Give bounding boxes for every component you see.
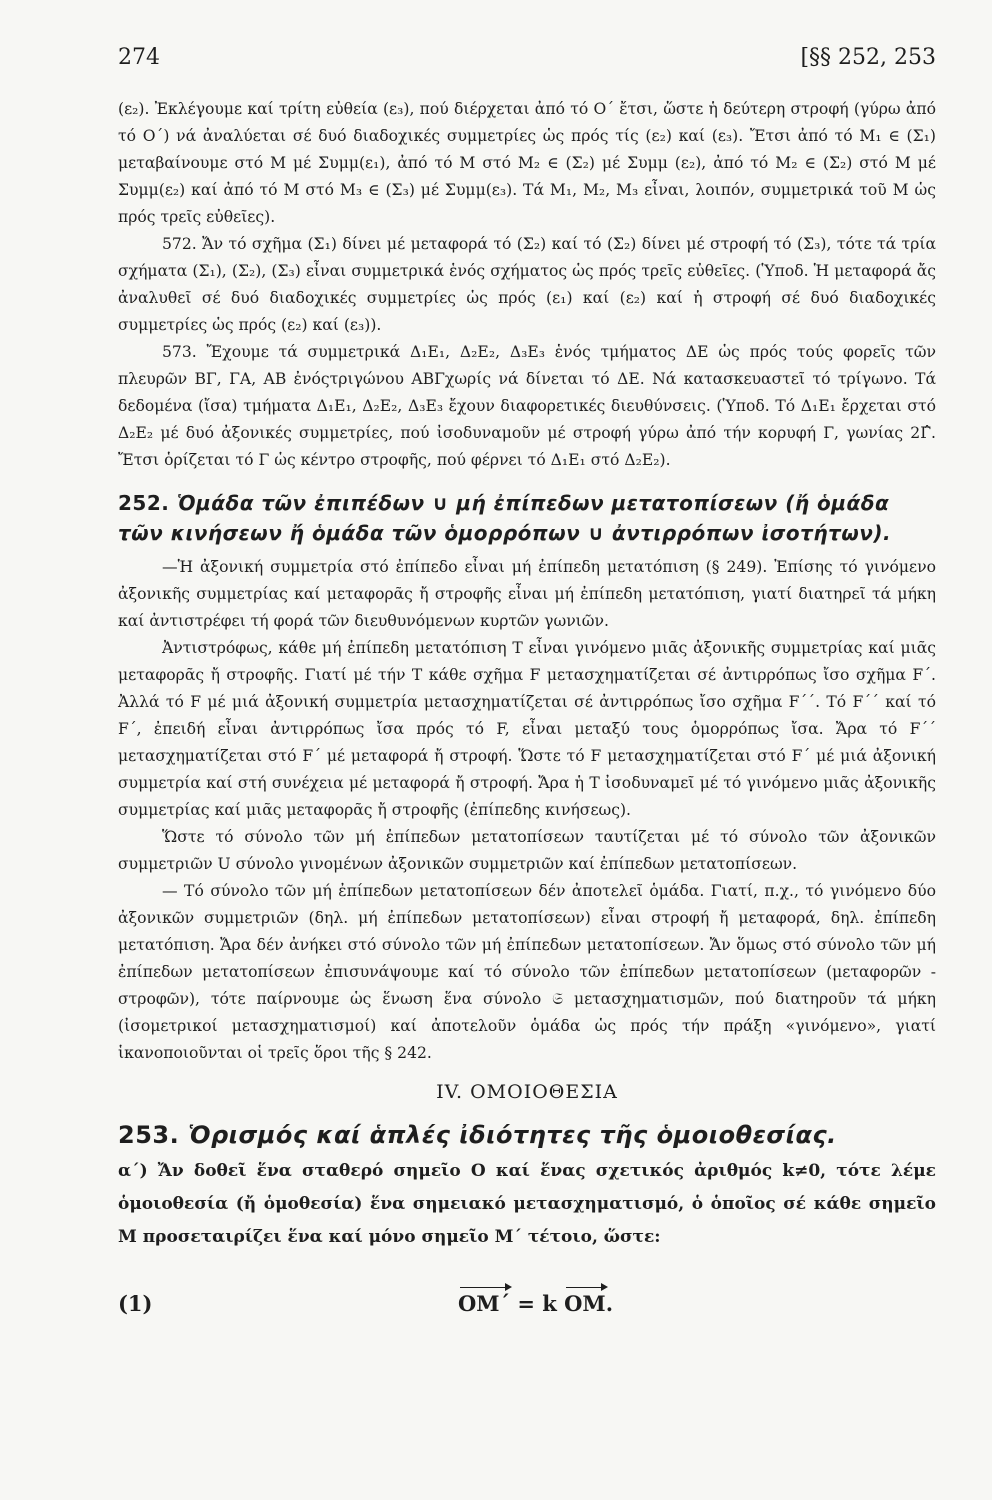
exercise-572: 572. Ἄν τό σχῆμα (Σ₁) δίνει μέ μεταφορά τό (Σ₂) καί τό (Σ₂) δίνει μέ στροφή τό (Σ₃), τότε τά τρία σχήματα (Σ₁), (Σ₂), (Σ₃) εἶναι συμμετρικά ἑνός σχήματος ὡς πρός τρεῖς εὐθεῖες. (Ὑποδ. Ἡ μεταφορά ἄς ἀναλυθεῖ σέ δυό διαδοχικές συμμετρίες ὡς πρός (ε₁) καί (ε₂) καί ἡ στροφή σέ δυό διαδοχικές συμμετρίες ὡς πρός (ε₂) καί (ε₃)).: [118, 235, 936, 334]
section-252-heading: [118, 488, 936, 548]
section-253-heading: [118, 1115, 936, 1155]
section-252-paragraph-2: Ἀντιστρόφως, κάθε μή ἐπίπεδη μετατόπιση Τ εἶναι γινόμενο μιᾶς ἀξονικῆς συμμετρίας καί μιᾶς μεταφορᾶς ἤ στροφῆς. Γιατί μέ τήν Τ κάθε σχῆμα F μετασχηματίζεται σέ ἀντιρρόπως ἴσο σχῆμα F΄. Ἀλλά τό F μέ μιά ἀξονική συμμετρία μετασχηματίζεται σέ ἀντιρρόπως ἴσο σχῆμα F΄΄. Τό F΄΄ καί τό F΄, ἐπειδή εἶναι ἀντιρρόπως ἴσα πρός τό F, εἶναι μεταξύ τους ὁμορρόπως ἴσα. Ἄρα τό F΄΄ μετασχηματίζεται στό F΄ μέ μεταφορά ἤ στροφή. Ὥστε τό F μετασχηματίζεται στό F΄ μέ μιά ἀξονική συμμετρία καί στή συνέχεια μέ μεταφορά ἤ στροφή. Ἄρα ἡ Τ ἰσοδυναμεῖ μέ τό γινόμενο μιᾶς ἀξονικῆς συμμετρίας καί μιᾶς μεταφορᾶς ἤ στροφῆς (ἐπίπεδης κινήσεως).: [118, 639, 936, 819]
formula-expression: [458, 1284, 613, 1324]
page-number: 274: [118, 45, 160, 70]
vector-om: ΟΜ: [564, 1284, 606, 1324]
formula-label: (1): [118, 1291, 153, 1316]
section-252-title: Ὁμάδα τῶν ἐπιπέδων ∪ μή ἐπίπεδων μετατοπίσεων (ἤ ὁμάδα τῶν κινήσεων ἤ ὁμάδα τῶν ὁμορρόπων ∪ ἀντιρρόπων ἰσοτήτων).: [118, 491, 892, 545]
section-reference: [§§ 252, 253: [800, 45, 936, 70]
section-252-paragraph-3: Ὥστε τό σύνολο τῶν μή ἐπίπεδων μετατοπίσεων ταυτίζεται μέ τό σύνολο τῶν ἀξονικῶν συμμετριῶν U σύνολο γινομένων ἀξονικῶν συμμετριῶν καί ἐπίπεδων μετατοπίσεων.: [118, 828, 936, 873]
section-253-title: Ὁρισμός καί ἁπλές ἰδιότητες τῆς ὁμοιοθεσίας.: [188, 1121, 837, 1149]
formula-middle: = k: [510, 1291, 565, 1316]
page: [118, 38, 936, 1324]
section-252-paragraph-1: —Ἡ ἀξονική συμμετρία στό ἐπίπεδο εἶναι μή ἐπίπεδη μετατόπιση (§ 249). Ἐπίσης τό γινόμενο ἀξονικῆς συμμετρίας καί μεταφορᾶς ἤ στροφῆς εἶναι μή ἐπίπεδη μετατόπιση, γιατί διατηρεῖ τά μήκη καί ἀντιστρέφει τή φορά τῶν διευθυνόμενων κυρτῶν γωνιῶν.: [118, 558, 936, 630]
chapter-heading: IV. ΟΜΟΙΟΘΕΣΙΑ: [436, 1081, 618, 1103]
definition-paragraph: α΄) Ἄν δοθεῖ ἕνα σταθερό σημεῖο Ο καί ἕνας σχετικός ἀριθμός k≠0, τότε λέμε ὁμοιοθεσία (ἤ ὁμοθεσία) ἕνα σημειακό μετασχηματισμό, ὁ ὁποῖος σέ κάθε σημεῖο Μ προσεταιρίζει ἕνα καί μόνο σημεῖο Μ΄ τέτοιο, ὥστε:: [118, 1161, 936, 1247]
vector-om-prime: ΟΜ΄: [458, 1284, 510, 1324]
section-252-paragraph-4: — Τό σύνολο τῶν μή ἐπίπεδων μετατοπίσεων δέν ἀποτελεῖ ὁμάδα. Γιατί, π.χ., τό γινόμενο δύο ἀξονικῶν συμμετριῶν (δηλ. μή ἐπίπεδων μετατοπίσεων) εἶναι στροφή ἤ μεταφορά, δηλ. ἐπίπεδη μετατόπιση. Ἄρα δέν ἀνήκει στό σύνολο τῶν μή ἐπίπεδων μετατοπίσεων. Ἄν ὅμως στό σύνολο τῶν μή ἐπίπεδων μετατοπίσεων ἐπισυνάψουμε καί τό σύνολο τῶν ἐπίπεδων μετατοπίσεων (μεταφορῶν - στροφῶν), τότε παίρνουμε ὡς ἕνωση ἕνα σύνολο 𝔖 μετασχηματισμῶν, πού διατηροῦν τά μήκη (ἰσομετρικοί μετασχηματισμοί) καί ἀποτελοῦν ὁμάδα ὡς πρός τήν πράξη «γινόμενο», γιατί ἱκανοποιοῦνται οἱ τρεῖς ὅροι τῆς § 242.: [118, 882, 936, 1062]
paragraph-continued: (ε₂). Ἐκλέγουμε καί τρίτη εὐθεία (ε₃), πού διέρχεται ἀπό τό Ο΄ ἔτσι, ὥστε ἡ δεύτερη στροφή (γύρω ἀπό τό Ο΄) νά ἀναλύεται σέ δυό διαδοχικές συμμετρίες ὡς πρός τίς (ε₂) καί (ε₃). Ἔτσι ἀπό τό Μ₁ ∈ (Σ₁) μεταβαίνουμε στό Μ μέ Συμμ(ε₁), ἀπό τό Μ στό Μ₂ ∈ (Σ₂) μέ Συμμ (ε₂), ἀπό τό Μ₂ ∈ (Σ₂) στό Μ μέ Συμμ(ε₂) καί ἀπό τό Μ στό Μ₃ ∈ (Σ₃) μέ Συμμ(ε₃). Τά Μ₁, Μ₂, Μ₃ εἶναι, λοιπόν, συμμετρικά τοῦ Μ ὡς πρός τρεῖς εὐθεῖες).: [118, 100, 936, 226]
page-header: [118, 38, 936, 78]
formula-1: [118, 1284, 936, 1324]
formula-end: .: [605, 1291, 613, 1316]
exercise-573: 573. Ἔχουμε τά συμμετρικά Δ₁Ε₁, Δ₂Ε₂, Δ₃Ε₃ ἑνός τμήματος ΔΕ ὡς πρός τούς φορεῖς τῶν πλευρῶν ΒΓ, ΓΑ, ΑΒ ἐνόςτριγώνου ΑΒΓχωρίς νά δίνεται τό ΔΕ. Νά κατασκευαστεῖ τό τρίγωνο. Τά δεδομένα (ἴσα) τμήματα Δ₁Ε₁, Δ₂Ε₂, Δ₃Ε₃ ἔχουν διαφορετικές διευθύνσεις. (Ὑποδ. Τό Δ₁Ε₁ ἔρχεται στό Δ₂Ε₂ μέ δυό ἀξονικές συμμετρίες, πού ἰσοδυναμοῦν μέ στροφή γύρω ἀπό τήν κορυφή Γ, γωνίας 2Γ̂. Ἔτσι ὁρίζεται τό Γ ὡς κέντρο στροφῆς, πού φέρνει τό Δ₁Ε₁ στό Δ₂Ε₂).: [118, 343, 936, 469]
section-253-number: 253.: [118, 1121, 180, 1149]
section-252-number: 252.: [118, 491, 170, 515]
